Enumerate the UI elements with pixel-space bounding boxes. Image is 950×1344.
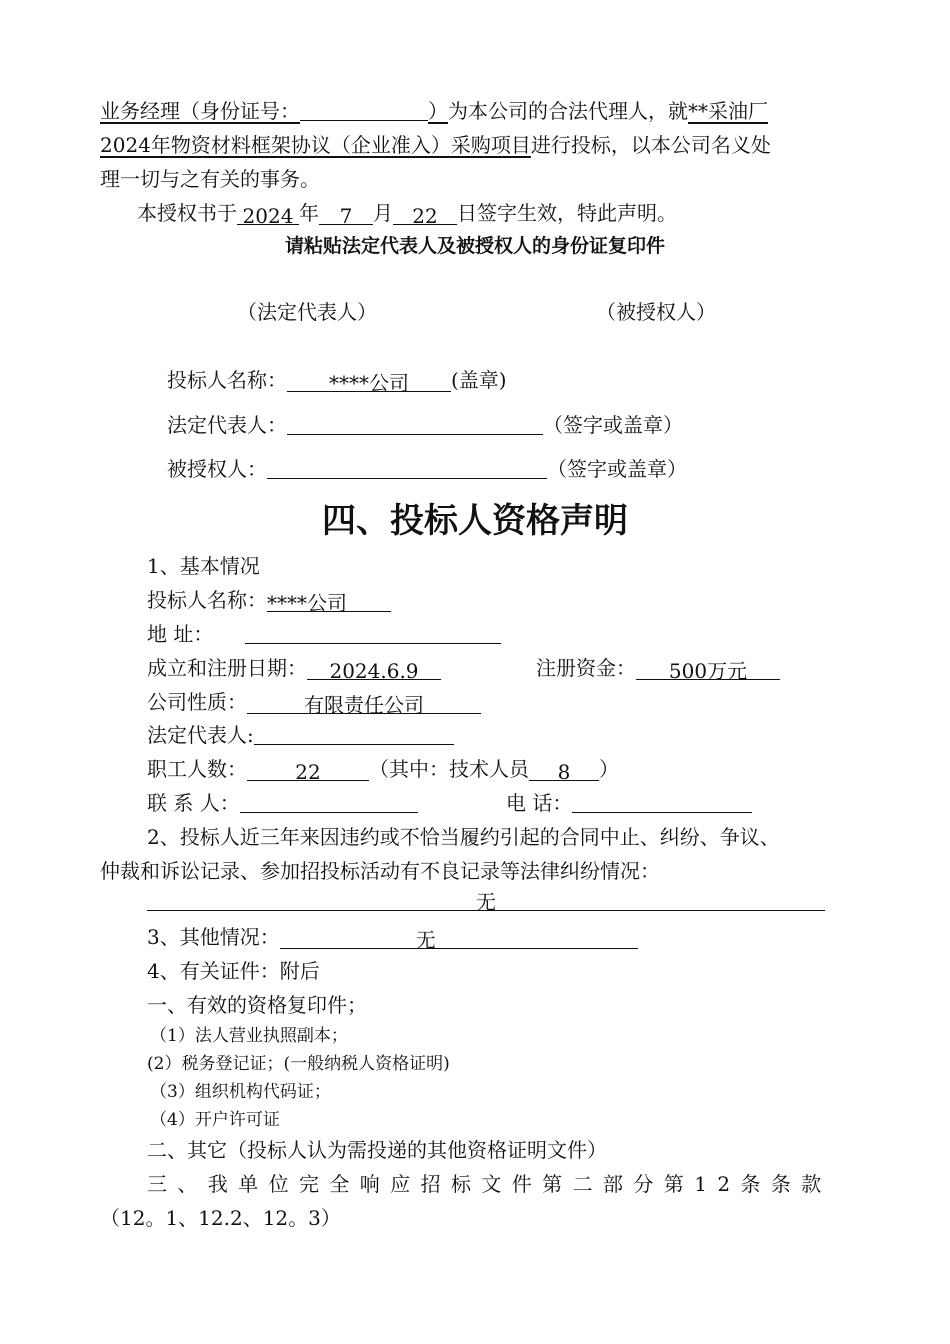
- project-name: 2024年物资材料框架协议（企业准入）采购项目: [100, 133, 531, 157]
- founded-line: [147, 654, 441, 682]
- auth-line2-rest: 进行投标，以本公司名义处: [530, 133, 771, 157]
- nature-label: 公司性质：: [147, 690, 247, 714]
- address-line: [147, 620, 501, 648]
- auth-sign-seal-1: （签字或盖章）: [543, 413, 683, 437]
- capital-value[interactable]: 500万元: [636, 657, 780, 680]
- certs-title: 一、有效的资格复印件；: [147, 993, 367, 1017]
- id-number-blank[interactable]: [300, 98, 428, 121]
- item-three-line2: （12。1、12.2、12。3）: [100, 1206, 341, 1230]
- auth-agent-text: 为本公司的合法代理人，就: [448, 99, 688, 123]
- tech-staff-close: ）: [599, 757, 619, 781]
- phone-value[interactable]: [572, 790, 752, 813]
- cert-item-1: （1）法人营业执照副本；: [150, 1026, 348, 1046]
- staff-line: [147, 755, 619, 783]
- legal-rep-value[interactable]: [254, 722, 454, 745]
- auth-validity-line: [137, 199, 677, 227]
- auth-legal-rep-signature[interactable]: [287, 412, 543, 435]
- validity-suffix: 日签字生效，特此声明。: [457, 201, 677, 225]
- item3-line: [147, 923, 638, 951]
- staff-label: 职工人数：: [147, 757, 247, 781]
- month-unit: 月: [373, 201, 393, 225]
- auth-authorized-signature[interactable]: [267, 456, 547, 479]
- bidder-name-value[interactable]: ****公司: [267, 589, 391, 612]
- auth-paragraph-line-1: [100, 97, 768, 125]
- auth-paragraph-line-2: [100, 131, 771, 159]
- staff-value[interactable]: 22: [247, 758, 369, 781]
- auth-id-close: ）: [428, 99, 448, 123]
- item4-line: 4、有关证件：附后: [147, 959, 320, 983]
- legal-rep-line: [147, 721, 454, 749]
- bidder-name-label: 投标人名称：: [147, 588, 267, 612]
- capital-line: [536, 654, 780, 682]
- validity-month[interactable]: 7: [319, 202, 373, 225]
- oil-plant-name: **采油厂: [688, 99, 768, 123]
- auth-bidder-value[interactable]: ****公司: [287, 369, 451, 392]
- id-copy-title: 请粘贴法定代表人及被授权人的身份证复印件: [284, 235, 665, 257]
- auth-authorized-label: 被授权人：: [167, 457, 267, 481]
- auth-bidder-line: [167, 366, 507, 394]
- auth-legal-rep-label: 法定代表人：: [167, 413, 287, 437]
- validity-prefix: 本授权书于: [137, 201, 237, 225]
- cert-item-2: (2）税务登记证；(一般纳税人资格证明): [147, 1054, 450, 1074]
- auth-paragraph-line-3: 理一切与之有关的事务。: [100, 167, 320, 191]
- contact-label: 联 系 人：: [147, 791, 240, 815]
- section-heading: 四、投标人资格声明: [322, 501, 628, 541]
- auth-legal-rep-line: [167, 411, 683, 439]
- address-value[interactable]: [245, 621, 501, 644]
- item3-value[interactable]: 无: [280, 926, 638, 949]
- auth-sign-seal-2: （签字或盖章）: [547, 457, 687, 481]
- item2-line2: 仲裁和诉讼记录、参加招投标活动有不良记录等法律纠纷情况：: [100, 859, 660, 883]
- auth-bidder-label: 投标人名称：: [167, 368, 287, 392]
- contact-value[interactable]: [240, 790, 418, 813]
- auth-bidder-seal: (盖章): [451, 368, 507, 392]
- validity-day[interactable]: 22: [393, 202, 457, 225]
- item-three-line1: 三、我单位完全响应招标文件第二部分第12条条款: [147, 1172, 832, 1196]
- tech-staff-label: （其中：技术人员: [369, 757, 529, 781]
- other-docs-line: 二、其它（投标人认为需投递的其他资格证明文件）: [147, 1138, 607, 1162]
- nature-value[interactable]: 有限责任公司: [247, 691, 481, 714]
- tech-staff-value[interactable]: 8: [529, 758, 599, 781]
- cert-item-4: （4）开户许可证: [150, 1110, 280, 1130]
- capital-label: 注册资金：: [536, 656, 636, 680]
- authorized-id-box-label: （被授权人）: [596, 300, 716, 324]
- item2-answer[interactable]: 无: [147, 888, 825, 911]
- cert-item-3: （3）组织机构代码证；: [150, 1082, 331, 1102]
- year-unit: 年: [299, 201, 319, 225]
- item2-line1: 2、投标人近三年来因违约或不恰当履约引起的合同中止、纠纷、争议、: [147, 825, 780, 849]
- contact-line: [147, 789, 418, 817]
- address-label: 地 址：: [147, 622, 214, 646]
- auth-id-label: 业务经理（身份证号：: [100, 99, 300, 123]
- basic-info-title: 1、基本情况: [147, 554, 260, 578]
- legal-rep-label: 法定代表人:: [147, 723, 254, 747]
- item3-label: 3、其他情况：: [147, 925, 280, 949]
- nature-line: [147, 688, 481, 716]
- auth-authorized-line: [167, 455, 687, 483]
- bidder-name-line: [147, 586, 391, 614]
- legal-rep-id-box-label: （法定代表人）: [237, 300, 377, 324]
- founded-value[interactable]: 2024.6.9: [307, 657, 441, 680]
- founded-label: 成立和注册日期：: [147, 656, 307, 680]
- phone-line: [506, 789, 752, 817]
- phone-label: 电 话：: [506, 791, 573, 815]
- validity-year[interactable]: 2024: [237, 202, 299, 225]
